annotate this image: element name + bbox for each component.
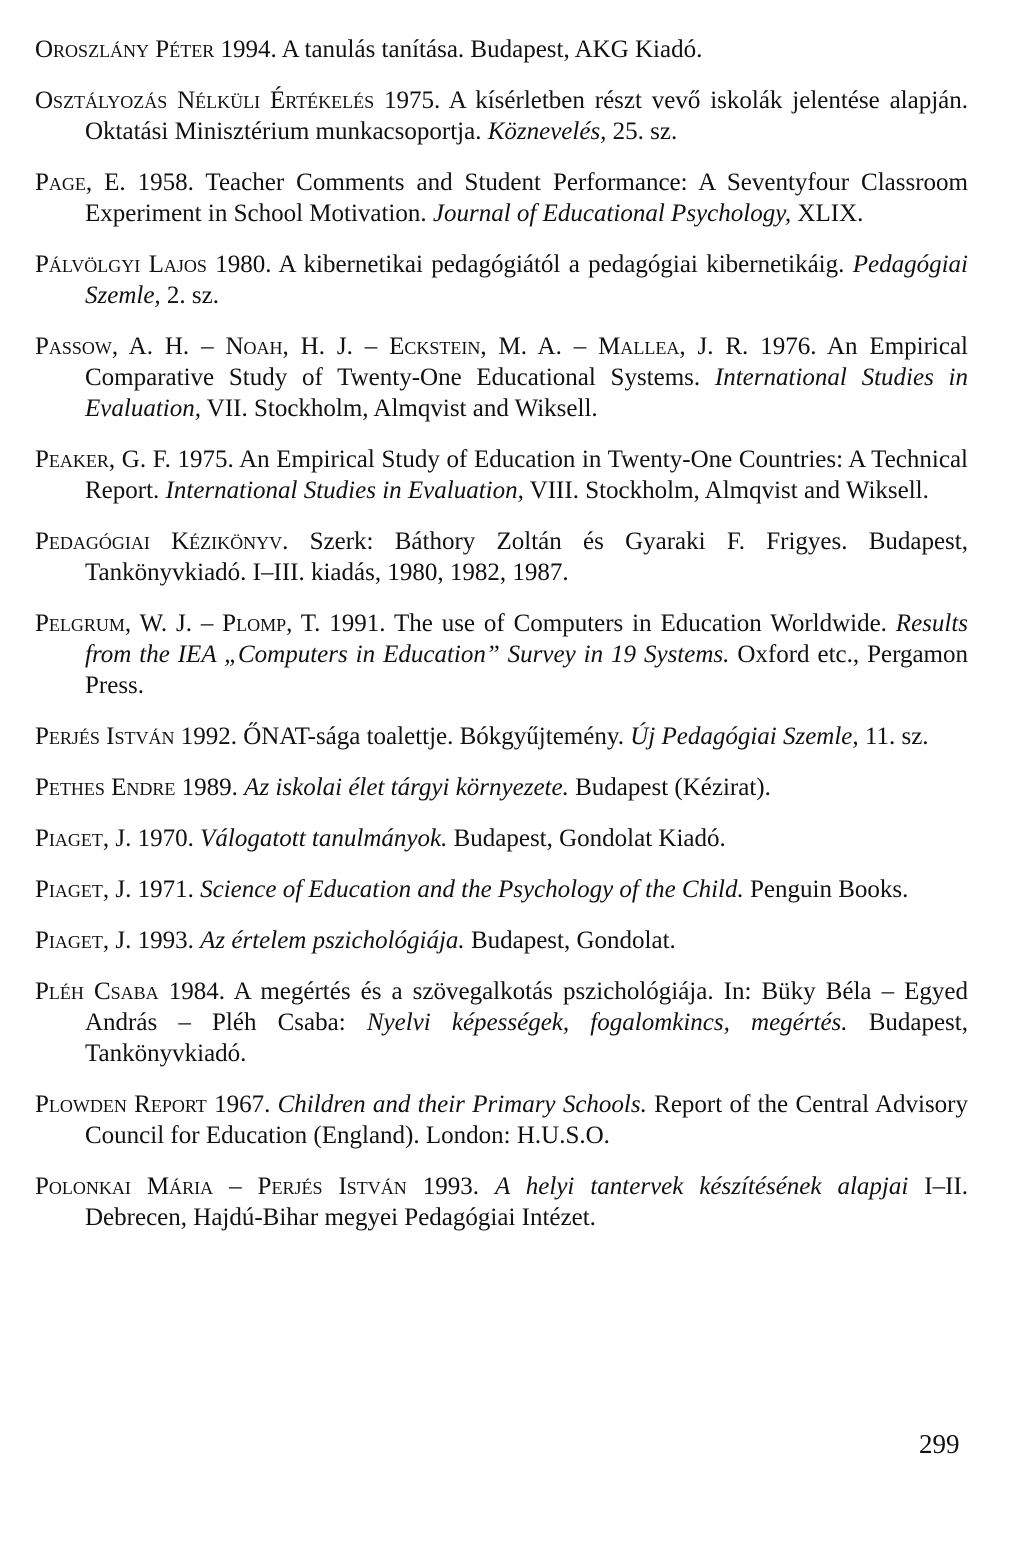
entry-title-italic: Köznevelés, — [487, 118, 607, 145]
entry-title-italic: International Studies in Evaluation, — [165, 477, 524, 504]
entry-text: Budapest, Gondolat Kiadó. — [447, 825, 726, 852]
entry-text: 1994. A tanulás tanítása. Budapest, AKG Kiadó. — [214, 36, 703, 63]
entry-title-italic: International Studies in Evaluation, — [85, 364, 968, 422]
entry-text: 1971. — [131, 876, 201, 903]
bibliography-entry — [35, 976, 968, 1069]
entry-text: Budapest (Kézirat). — [568, 774, 771, 801]
entry-text: 11. sz. — [858, 723, 929, 750]
bibliography-entry — [35, 444, 968, 506]
entry-author: Oroszlány Péter — [35, 36, 215, 63]
entry-author: Piaget, J. — [35, 876, 132, 903]
entry-title-italic: Új Pedagógiai Szemle, — [630, 723, 859, 750]
entry-text: XLIX. — [791, 200, 864, 227]
entry-text: 1993. — [131, 927, 201, 954]
bibliography-entry — [35, 925, 968, 956]
entry-author: Pedagógiai Kézikönyv — [35, 528, 283, 555]
entry-title-italic: Válogatott tanulmányok. — [200, 825, 448, 852]
bibliography-entry — [35, 167, 968, 229]
entry-author: Pléh Csaba — [35, 978, 159, 1005]
entry-text: 1993. — [406, 1173, 495, 1200]
bibliography-entry — [35, 721, 968, 752]
entry-author: Peaker, G. F. — [35, 446, 171, 473]
entry-text: 1976. An Empirical Comparative Study of Twenty-One Educational Systems. — [85, 333, 968, 391]
entry-text: VIII. Stockholm, Almqvist and Wiksell. — [523, 477, 929, 504]
entry-author: Pelgrum, W. J. – Plomp, T. — [35, 610, 321, 637]
entry-author: Passow, A. H. – Noah, H. J. – Eckstein, M. A. – Mallea, J. R. — [35, 333, 749, 360]
entry-text: 1989. — [175, 774, 245, 801]
entry-title-italic: Az iskolai élet tárgyi környezete. — [244, 774, 569, 801]
entry-text: 1975. An Empirical Study of Education in Twenty-One Countries: A Technical Report. — [85, 446, 968, 504]
entry-text: VII. Stockholm, Almqvist and Wiksell. — [200, 395, 598, 422]
entry-title-italic: Results from the IEA „Computers in Education” Survey in 19 Systems. — [85, 610, 969, 668]
bibliography-entry — [35, 608, 968, 701]
entry-text: 1980. A kibernetikai pedagógiától a pedagógiai kibernetikáig. — [206, 251, 853, 278]
bibliography-entry — [35, 85, 968, 147]
bibliography-list — [35, 34, 968, 1253]
bibliography-entry — [35, 772, 968, 803]
entry-text: Oxford etc., Pergamon Press. — [85, 641, 968, 699]
entry-text: 2. sz. — [160, 282, 219, 309]
entry-author: Piaget, J. — [35, 825, 132, 852]
entry-text: Penguin Books. — [743, 876, 909, 903]
entry-author: Pethes Endre — [35, 774, 176, 801]
entry-title-italic: Nyelvi képességek, fogalomkincs, megértés. — [366, 1009, 848, 1036]
entry-title-italic: Pedagógiai Szemle, — [85, 251, 968, 309]
entry-author: Osztályozás Nélküli Értékelés — [35, 87, 375, 114]
bibliography-entry — [35, 526, 968, 588]
entry-author: Perjés István — [35, 723, 175, 750]
bibliography-entry — [35, 1089, 968, 1151]
entry-author: Page, E. — [35, 169, 126, 196]
bibliography-entry — [35, 823, 968, 854]
entry-text: 1958. Teacher Comments and Student Performance: A Seventyfour Classroom Experiment in School Motivation. — [85, 169, 968, 227]
entry-text: Budapest, Gondolat. — [464, 927, 676, 954]
entry-text: Report of the Central Advisory Council for Education (England). London: H.U.S.O. — [85, 1091, 968, 1149]
entry-author: Polonkai Mária – Perjés István — [35, 1173, 407, 1200]
entry-text: . Szerk: Báthory Zoltán és Gyaraki F. Frigyes. Budapest, Tankönyvkiadó. I–III. kiadás, 1980, 1982, 1987. — [85, 528, 968, 586]
entry-text: 1975. A kísérletben részt vevő iskolák jelentése alapján. Oktatási Minisztérium munkacsoportja. — [85, 87, 968, 145]
entry-text: 1970. — [131, 825, 201, 852]
entry-author: Plowden Report — [35, 1091, 207, 1118]
entry-title-italic: Children and their Primary Schools. — [277, 1091, 647, 1118]
entry-title-italic: Science of Education and the Psychology of the Child. — [200, 876, 744, 903]
bibliography-entry — [35, 1171, 968, 1233]
entry-author: Piaget, J. — [35, 927, 132, 954]
entry-text: 1992. ŐNAT-sága toalettje. Bókgyűjtemény. — [174, 723, 631, 750]
page-number: 299 — [919, 1429, 960, 1459]
entry-text: 1991. The use of Computers in Education Worldwide. — [320, 610, 896, 637]
entry-text: I–II. Debrecen, Hajdú-Bihar megyei Pedagógiai Intézet. — [85, 1173, 969, 1231]
bibliography-entry — [35, 249, 968, 311]
entry-text: 25. sz. — [606, 118, 678, 145]
entry-text: 1967. — [206, 1091, 278, 1118]
entry-title-italic: Az értelem pszichológiája. — [200, 927, 465, 954]
entry-text: 1984. A megértés és a szövegalkotás pszichológiája. In: Büky Béla – Egyed András – Pléh Csaba: — [85, 978, 968, 1036]
entry-author: Pálvölgyi Lajos — [35, 251, 207, 278]
entry-title-italic: A helyi tantervek készítésének alapjai — [495, 1173, 909, 1200]
bibliography-entry — [35, 34, 968, 65]
entry-text: Budapest, Tankönyvkiadó. — [85, 1009, 968, 1067]
bibliography-entry — [35, 874, 968, 905]
entry-title-italic: Journal of Educational Psychology, — [432, 200, 792, 227]
bibliography-entry — [35, 331, 968, 424]
